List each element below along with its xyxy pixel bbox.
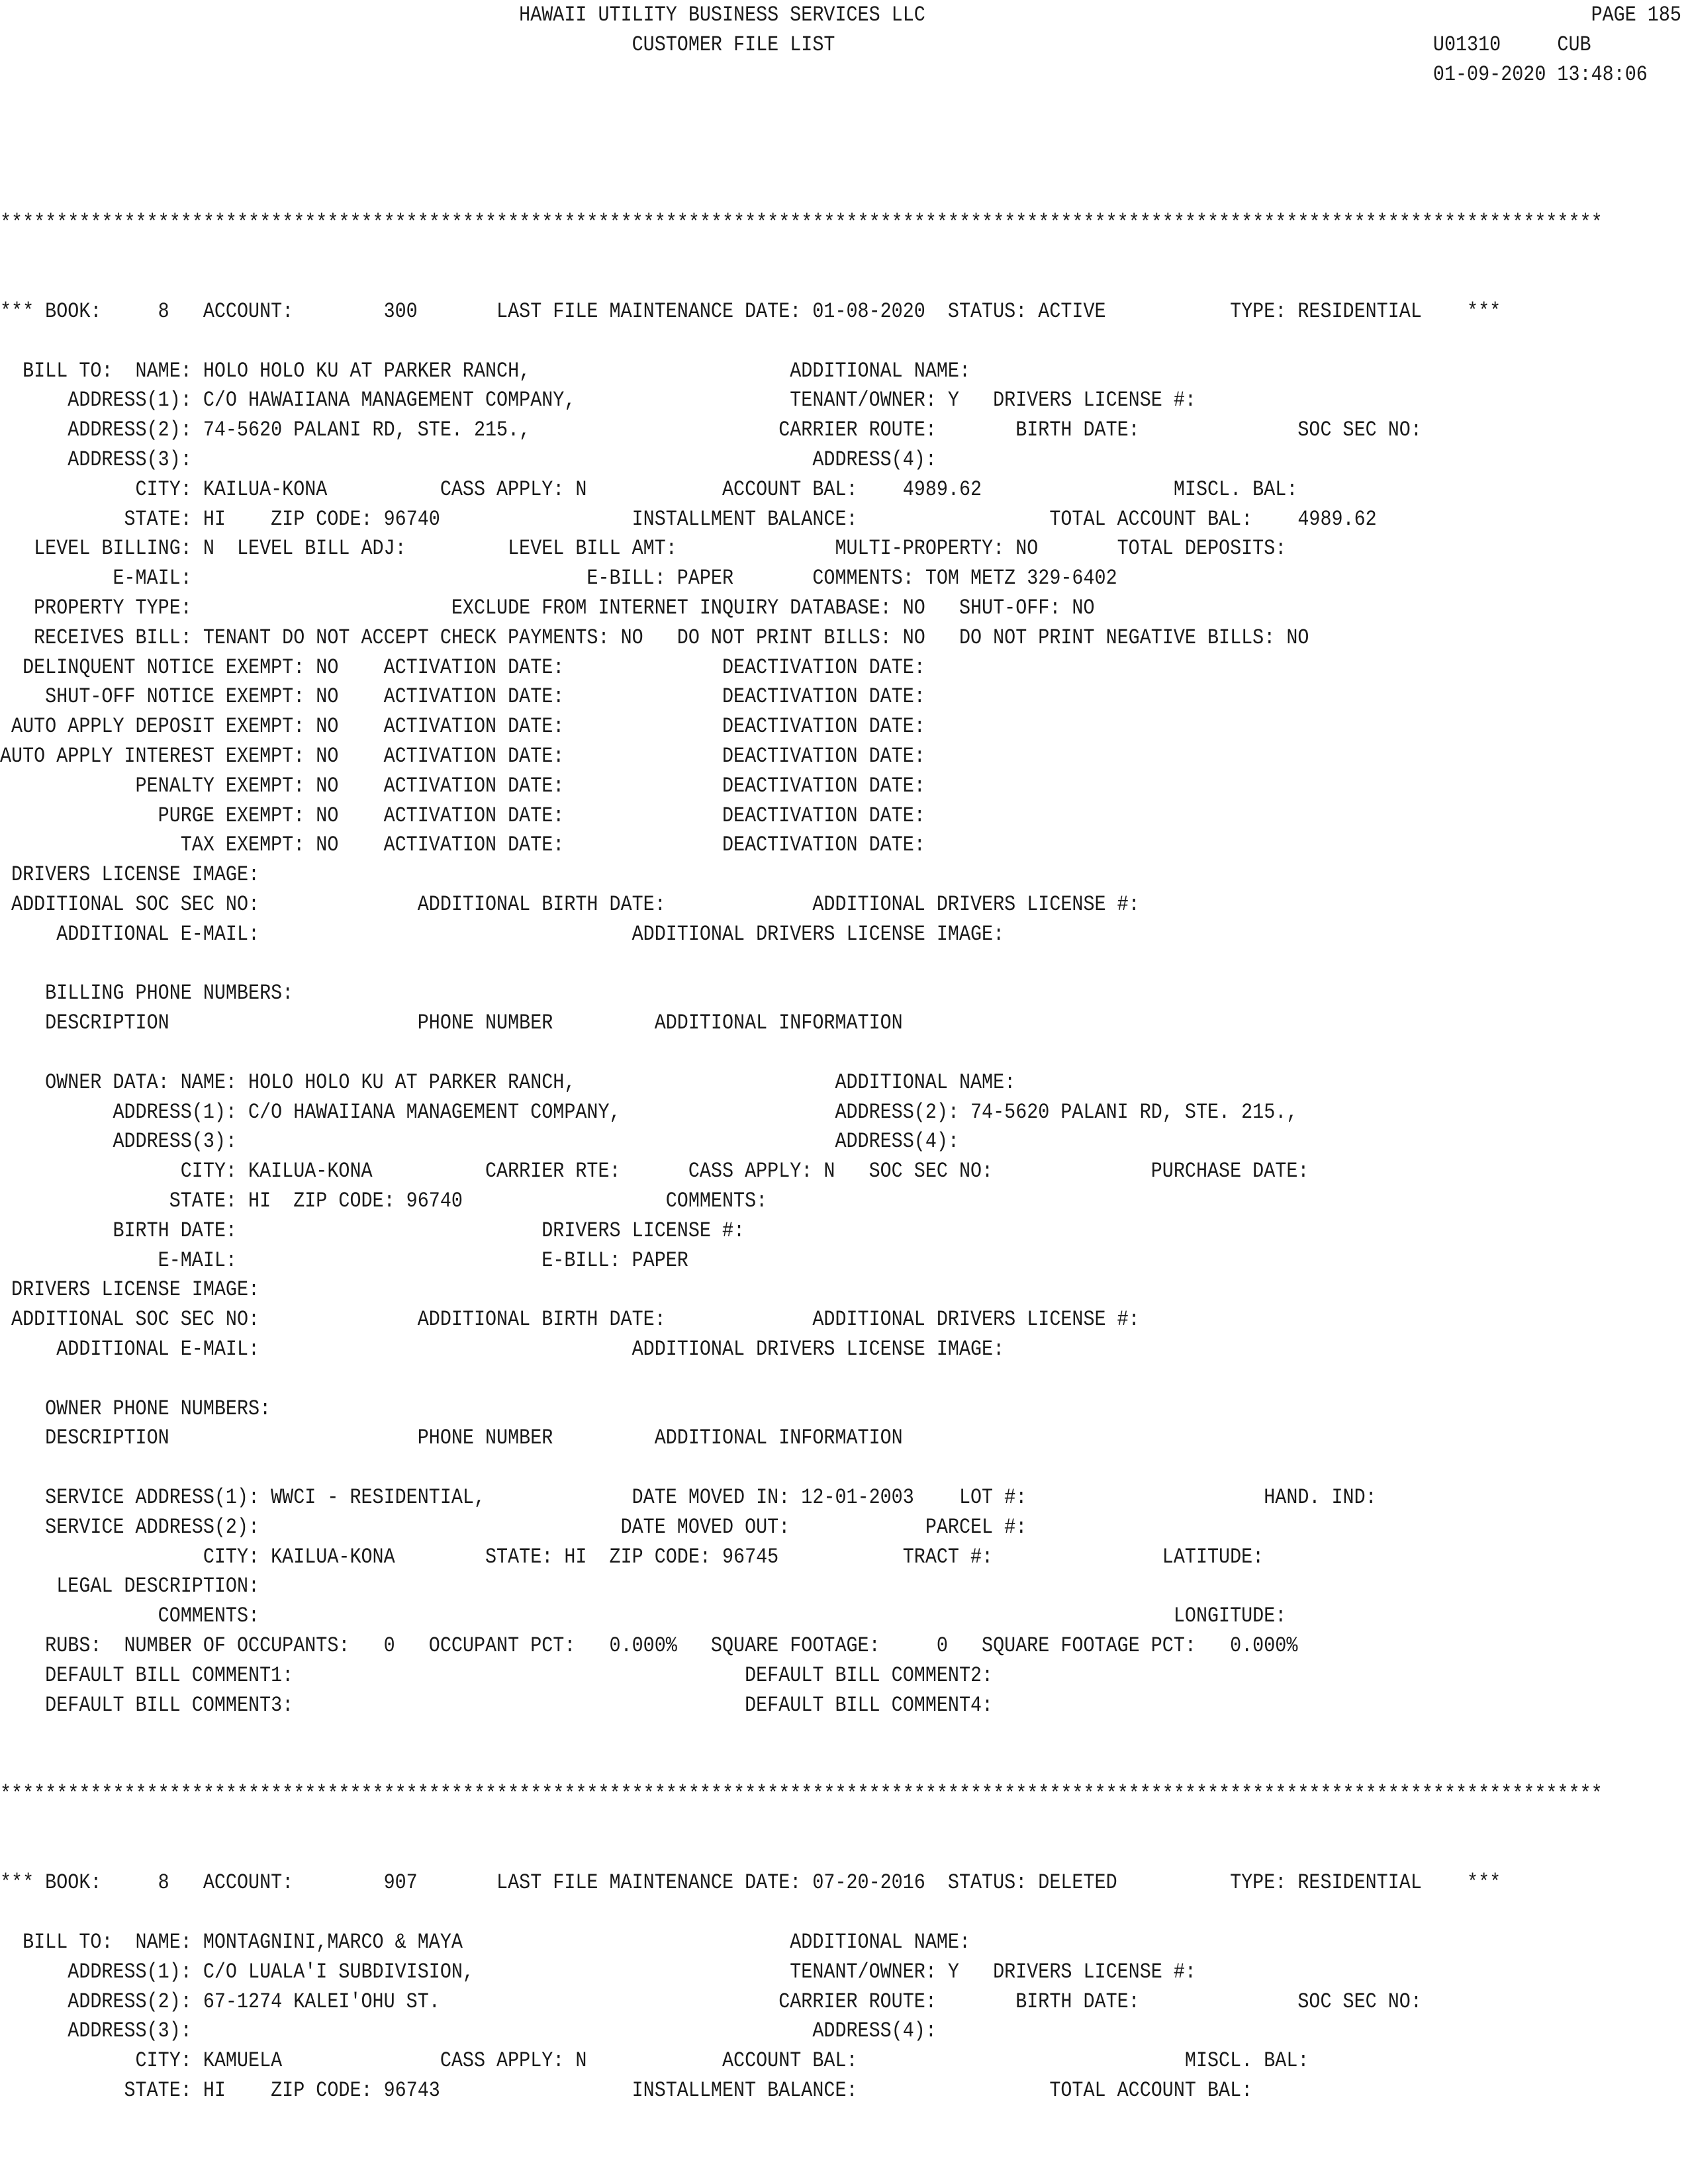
report-line: STATE: HI ZIP CODE: 96743 INSTALLMENT BALANCE: TOTAL ACCOUNT BAL:: [0, 2078, 1253, 2103]
report-line: AUTO APPLY DEPOSIT EXEMPT: NO ACTIVATION DATE: DEACTIVATION DATE:: [0, 714, 925, 739]
report-line: E-MAIL: E-BILL: PAPER: [0, 1248, 688, 1273]
report-line: RECEIVES BILL: TENANT DO NOT ACCEPT CHECK PAYMENTS: NO DO NOT PRINT BILLS: NO DO NOT PRINT NEGATIVE BILLS: NO: [0, 625, 1309, 650]
report-line: LEVEL BILLING: N LEVEL BILL ADJ: LEVEL BILL AMT: MULTI-PROPERTY: NO TOTAL DEPOSITS:: [0, 536, 1287, 561]
report-line: CITY: KAMUELA CASS APPLY: N ACCOUNT BAL: MISCL. BAL:: [0, 2048, 1309, 2073]
report-line: E-MAIL: E-BILL: PAPER COMMENTS: TOM METZ 329-6402: [0, 566, 1117, 591]
report-line: COMMENTS: LONGITUDE:: [0, 1604, 1287, 1629]
report-line: ADDRESS(3): ADDRESS(4):: [0, 2019, 937, 2044]
report-line: STATE: HI ZIP CODE: 96740 INSTALLMENT BALANCE: TOTAL ACCOUNT BAL: 4989.62: [0, 506, 1377, 531]
report-line: DEFAULT BILL COMMENT1: DEFAULT BILL COMMENT2:: [0, 1662, 994, 1688]
report-line: OWNER DATA: NAME: HOLO HOLO KU AT PARKER RANCH, ADDITIONAL NAME:: [0, 1069, 1016, 1095]
report-line: CITY: KAILUA-KONA CARRIER RTE: CASS APPLY: N SOC SEC NO: PURCHASE DATE:: [0, 1159, 1309, 1184]
report-line: SERVICE ADDRESS(2): DATE MOVED OUT: PARCEL #:: [0, 1514, 1027, 1539]
section-separator: **********************************************************************************************************************************************: [0, 1782, 1603, 1806]
report-line: ADDRESS(2): 74-5620 PALANI RD, STE. 215., CARRIER ROUTE: BIRTH DATE: SOC SEC NO:: [0, 418, 1422, 443]
report-line: DELINQUENT NOTICE EXEMPT: NO ACTIVATION DATE: DEACTIVATION DATE:: [0, 655, 925, 680]
report-line: ADDITIONAL SOC SEC NO: ADDITIONAL BIRTH DATE: ADDITIONAL DRIVERS LICENSE #:: [0, 892, 1140, 917]
report-line: HAWAII UTILITY BUSINESS SERVICES LLC PAGE 185: [0, 3, 1681, 27]
report-line: SERVICE ADDRESS(1): WWCI - RESIDENTIAL, DATE MOVED IN: 12-01-2003 LOT #: HAND. IND:: [0, 1485, 1377, 1510]
report-line: ADDRESS(3): ADDRESS(4):: [0, 1129, 959, 1154]
report-line: ADDITIONAL SOC SEC NO: ADDITIONAL BIRTH DATE: ADDITIONAL DRIVERS LICENSE #:: [0, 1307, 1140, 1332]
report-line: BIRTH DATE: DRIVERS LICENSE #:: [0, 1218, 745, 1243]
report-line: CITY: KAILUA-KONA STATE: HI ZIP CODE: 96745 TRACT #: LATITUDE:: [0, 1544, 1264, 1569]
report-line: DESCRIPTION PHONE NUMBER ADDITIONAL INFORMATION: [0, 1426, 903, 1451]
report-line: PROPERTY TYPE: EXCLUDE FROM INTERNET INQUIRY DATABASE: NO SHUT-OFF: NO: [0, 596, 1095, 620]
report-line: DRIVERS LICENSE IMAGE:: [0, 1277, 260, 1302]
account-header-line: *** BOOK: 8 ACCOUNT: 300 LAST FILE MAINTENANCE DATE: 01-08-2020 STATUS: ACTIVE TYPE: RESIDENTIAL ***: [0, 299, 1501, 324]
report-line: AUTO APPLY INTEREST EXEMPT: NO ACTIVATION DATE: DEACTIVATION DATE:: [0, 744, 925, 768]
report-line: CUSTOMER FILE LIST U01310 CUB: [0, 32, 1591, 57]
account-header-line: *** BOOK: 8 ACCOUNT: 907 LAST FILE MAINTENANCE DATE: 07-20-2016 STATUS: DELETED TYPE: RESIDENTIAL ***: [0, 1870, 1501, 1895]
report-line: TAX EXEMPT: NO ACTIVATION DATE: DEACTIVATION DATE:: [0, 833, 925, 858]
report-line: DEFAULT BILL COMMENT3: DEFAULT BILL COMMENT4:: [0, 1692, 994, 1717]
report-line: BILL TO: NAME: MONTAGNINI,MARCO & MAYA ADDITIONAL NAME:: [0, 1930, 971, 1954]
report-line: BILLING PHONE NUMBERS:: [0, 981, 294, 1006]
section-separator: **********************************************************************************************************************************************: [0, 210, 1603, 235]
report-line: ADDITIONAL E-MAIL: ADDITIONAL DRIVERS LICENSE IMAGE:: [0, 1337, 1005, 1361]
report-line: 01-09-2020 13:48:06: [0, 62, 1648, 87]
report-line: PENALTY EXEMPT: NO ACTIVATION DATE: DEACTIVATION DATE:: [0, 773, 925, 798]
report-line: DRIVERS LICENSE IMAGE:: [0, 862, 260, 887]
report-line: LEGAL DESCRIPTION:: [0, 1574, 260, 1599]
report-line: SHUT-OFF NOTICE EXEMPT: NO ACTIVATION DATE: DEACTIVATION DATE:: [0, 684, 925, 709]
report-line: ADDITIONAL E-MAIL: ADDITIONAL DRIVERS LICENSE IMAGE:: [0, 921, 1005, 946]
report-line: CITY: KAILUA-KONA CASS APPLY: N ACCOUNT BAL: 4989.62 MISCL. BAL:: [0, 477, 1298, 502]
report-line: BILL TO: NAME: HOLO HOLO KU AT PARKER RANCH, ADDITIONAL NAME:: [0, 358, 971, 383]
report-line: DESCRIPTION PHONE NUMBER ADDITIONAL INFORMATION: [0, 1011, 903, 1036]
report-line: OWNER PHONE NUMBERS:: [0, 1396, 271, 1421]
report-line: ADDRESS(3): ADDRESS(4):: [0, 447, 937, 472]
report-line: ADDRESS(2): 67-1274 KALEI'OHU ST. CARRIER ROUTE: BIRTH DATE: SOC SEC NO:: [0, 1989, 1422, 2014]
report-line: ADDRESS(1): C/O LUALA'I SUBDIVISION, TENANT/OWNER: Y DRIVERS LICENSE #:: [0, 1959, 1196, 1984]
report-line: PURGE EXEMPT: NO ACTIVATION DATE: DEACTIVATION DATE:: [0, 803, 925, 828]
report-line: STATE: HI ZIP CODE: 96740 COMMENTS:: [0, 1189, 768, 1213]
report-line: ADDRESS(1): C/O HAWAIIANA MANAGEMENT COMPANY, TENANT/OWNER: Y DRIVERS LICENSE #:: [0, 388, 1196, 413]
report-line: ADDRESS(1): C/O HAWAIIANA MANAGEMENT COMPANY, ADDRESS(2): 74-5620 PALANI RD, STE. 215.,: [0, 1099, 1298, 1124]
report-line: RUBS: NUMBER OF OCCUPANTS: 0 OCCUPANT PCT: 0.000% SQUARE FOOTAGE: 0 SQUARE FOOTAGE PCT: 0.000%: [0, 1633, 1298, 1658]
